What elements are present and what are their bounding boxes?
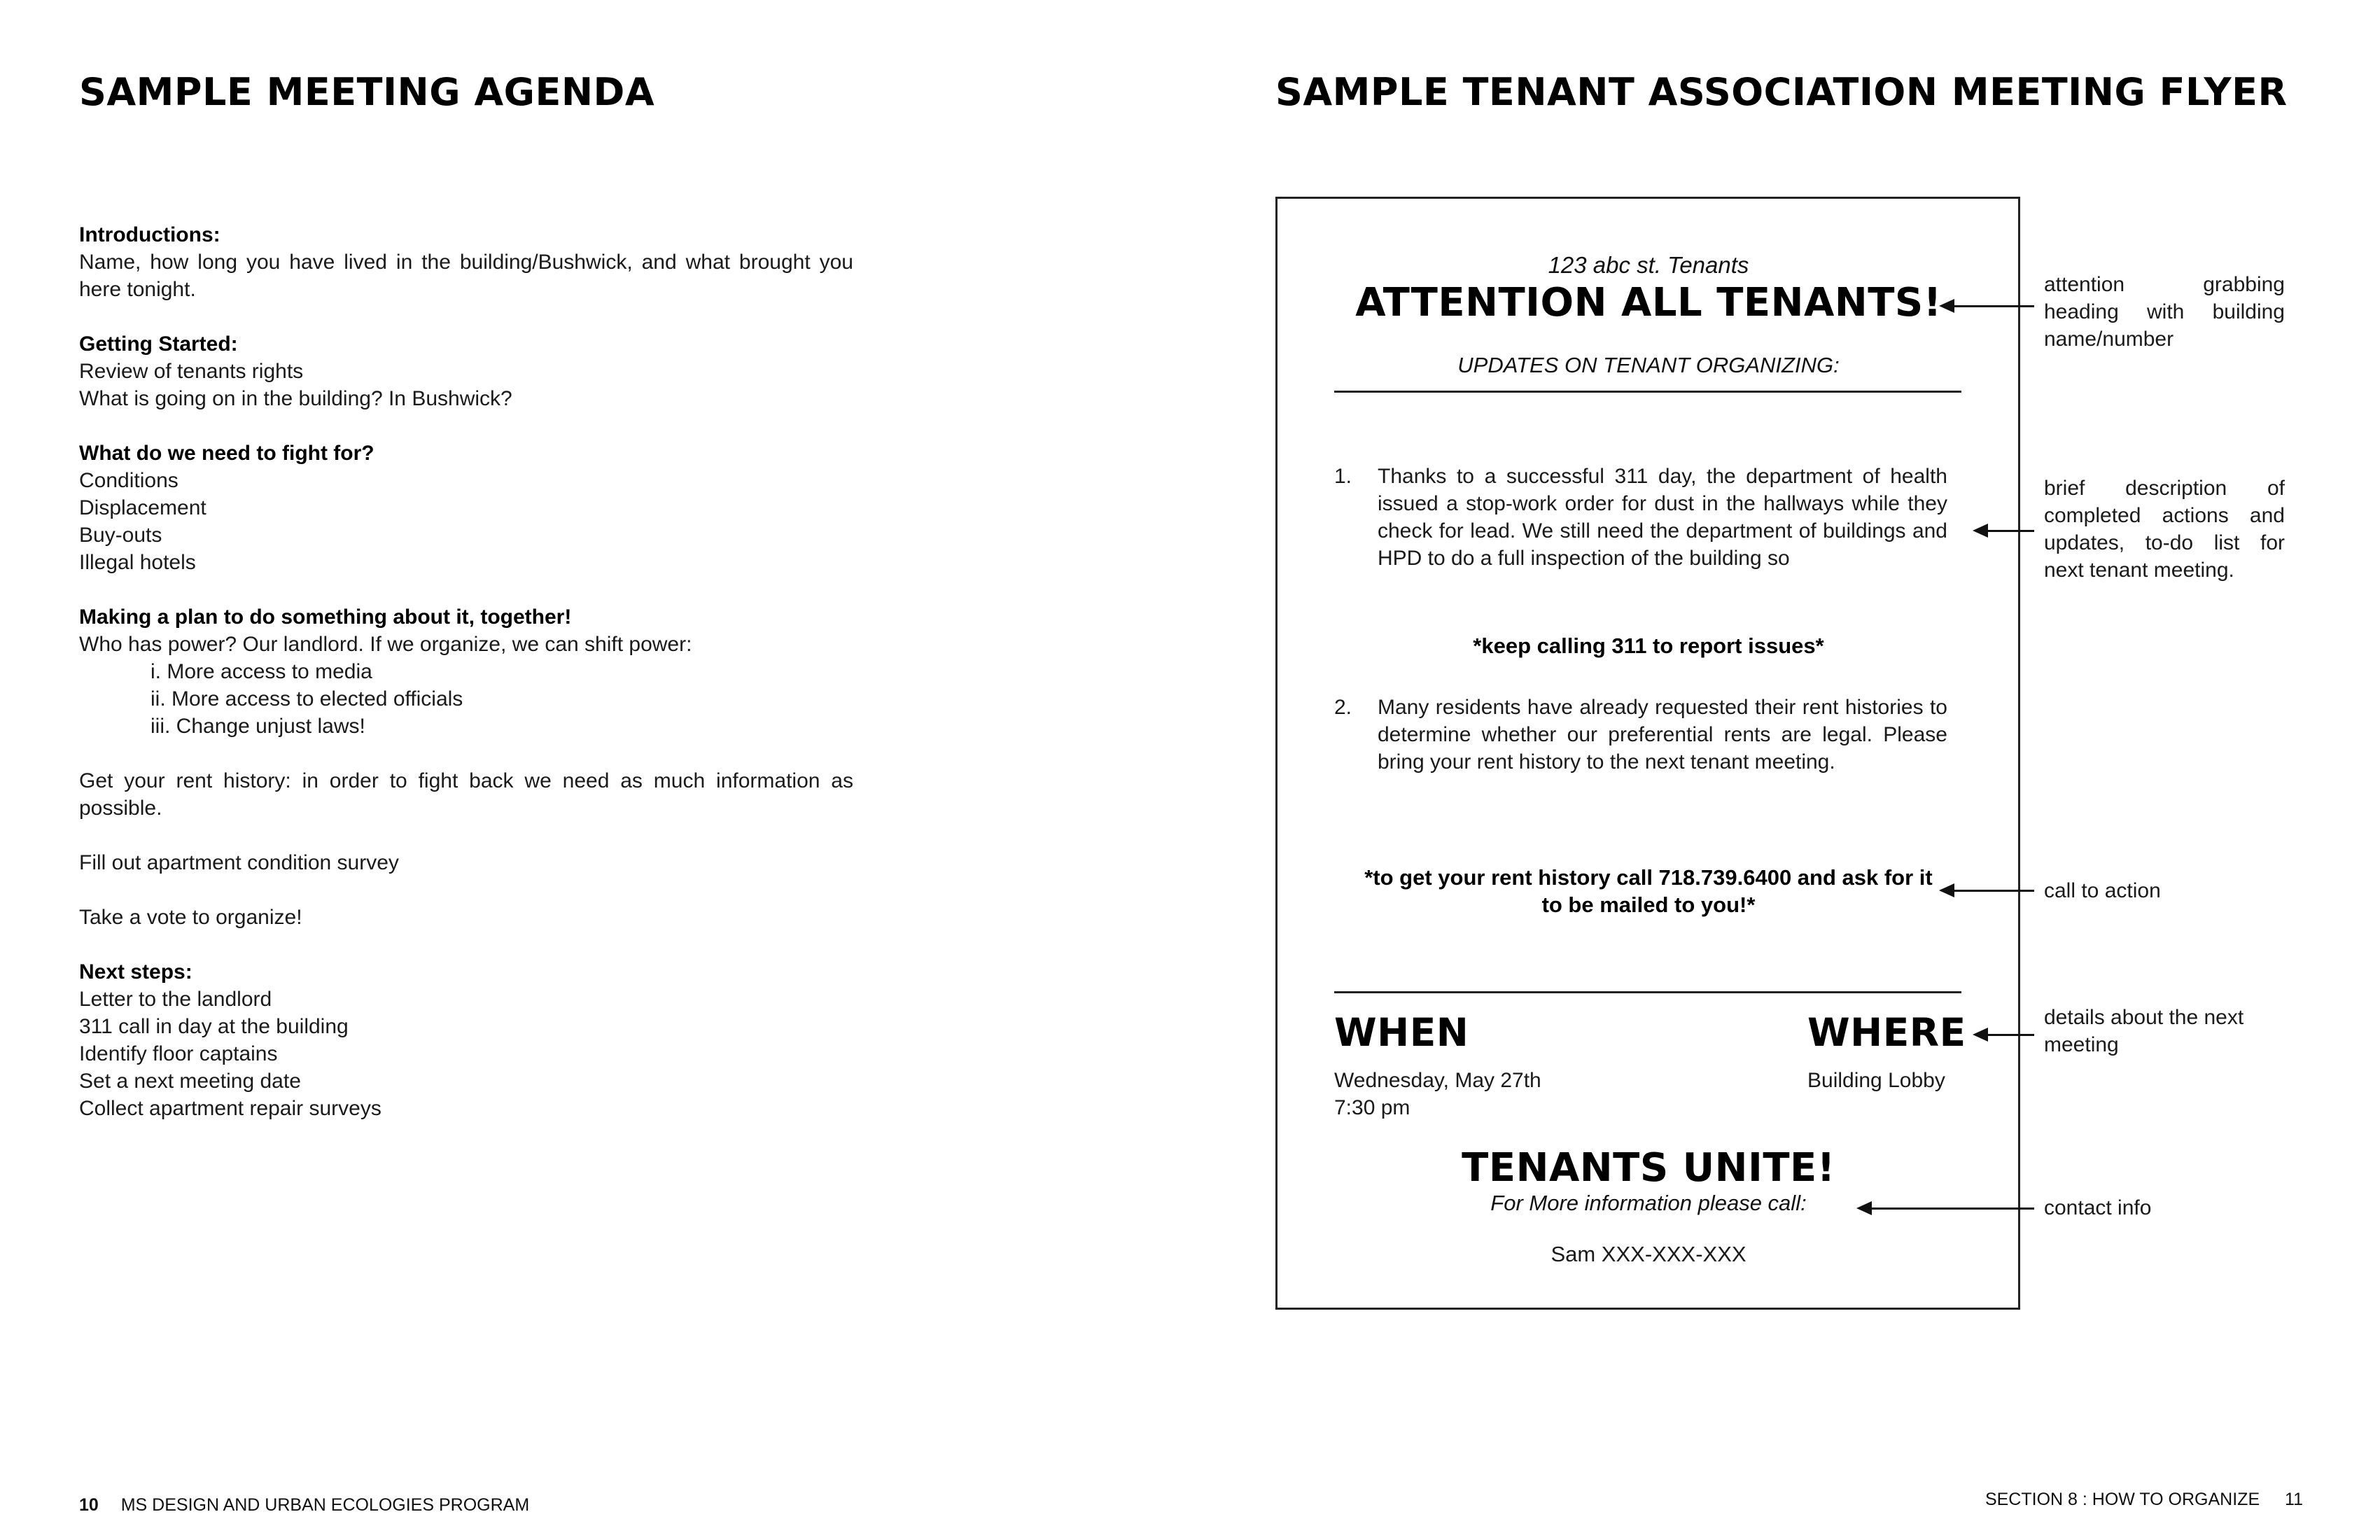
list-item: Displacement xyxy=(79,496,206,519)
section-name: SECTION 8 : HOW TO ORGANIZE xyxy=(1984,1490,2260,1509)
where-label: WHERE xyxy=(1807,1010,1966,1055)
annotation-description: brief description of completed actions and updates, to-do list for next tenant meeting. xyxy=(2044,477,2285,582)
list-item xyxy=(1334,694,1947,776)
flyer-subheading: UPDATES ON TENANT ORGANIZING: xyxy=(1457,353,1840,377)
list-item: iii. Change unjust laws! xyxy=(150,715,365,738)
arrow-line xyxy=(1988,1034,2034,1036)
annotation-contact: contact info xyxy=(2044,1196,2152,1219)
list-item: ii. More access to elected officials xyxy=(150,687,463,710)
when-date: Wednesday, May 27th xyxy=(1334,1069,1541,1092)
flyer-building: 123 abc st. Tenants xyxy=(1548,252,1749,278)
arrow-left-icon xyxy=(1973,524,1988,538)
list-item: Buy-outs xyxy=(79,524,162,547)
list-item: What is going on in the building? In Bushwick? xyxy=(79,387,512,410)
contact-text: Sam XXX-XXX-XXX xyxy=(1550,1242,1746,1266)
item-text: Thanks to a successful 311 day, the department of health issued a stop-work order for dust in the hallways while they check for lead. We still need the department of buildings and HPD to do a full inspection of the building so xyxy=(1378,465,1947,570)
arrow-left-icon xyxy=(1939,883,1954,897)
page-number: 11 xyxy=(2285,1490,2303,1509)
list-item: Illegal hotels xyxy=(79,551,196,574)
item-text: Many residents have already requested their rent histories to determine whether our preferential rents are legal. Please bring your rent history to the next tenant meeting. xyxy=(1378,696,1947,774)
list-item: Review of tenants rights xyxy=(79,360,304,383)
getting-started-heading: Getting Started: xyxy=(79,332,238,356)
section-plan xyxy=(79,603,853,740)
divider xyxy=(1334,391,1961,393)
list-item: Collect apartment repair surveys xyxy=(79,1097,382,1120)
when-time: 7:30 pm xyxy=(1334,1096,1410,1119)
survey-text: Fill out apartment condition survey xyxy=(79,851,399,874)
list-item: i. More access to media xyxy=(150,660,372,683)
where-place: Building Lobby xyxy=(1807,1069,1945,1092)
item-number: 2. xyxy=(1334,696,1352,719)
annotation-cta: call to action xyxy=(2044,879,2161,902)
list-item: Conditions xyxy=(79,469,178,492)
list-item: 311 call in day at the building xyxy=(79,1015,349,1038)
flyer-headline: ATTENTION ALL TENANTS! xyxy=(1355,280,1942,326)
fight-for-heading: What do we need to fight for? xyxy=(79,442,374,465)
arrow-line xyxy=(1954,305,2034,307)
section-next-steps xyxy=(79,958,853,1122)
keep-calling-callout: *keep calling 311 to report issues* xyxy=(1473,634,1824,658)
arrow-line xyxy=(1872,1208,2034,1210)
page-number: 10 xyxy=(79,1495,99,1515)
flyer-page-title: SAMPLE TENANT ASSOCIATION MEETING FLYER xyxy=(1275,70,2288,114)
section-introductions xyxy=(79,221,853,303)
closing-headline: TENANTS UNITE! xyxy=(1462,1145,1835,1191)
rent-history-text: Get your rent history: in order to fight back we need as much information as possible. xyxy=(79,769,853,820)
section-fight-for xyxy=(79,440,853,576)
introductions-text: Name, how long you have lived in the building/Bushwick, and what brought you here tonight. xyxy=(79,251,853,301)
agenda-title: SAMPLE MEETING AGENDA xyxy=(79,70,655,114)
more-info-text: For More information please call: xyxy=(1490,1191,1807,1215)
vote-text: Take a vote to organize! xyxy=(79,906,302,929)
call-to-action: *to get your rent history call 718.739.6400 and ask for it to be mailed to you!* xyxy=(1364,865,1933,917)
when-label: WHEN xyxy=(1334,1010,1469,1055)
arrow-line xyxy=(1988,530,2034,532)
arrow-left-icon xyxy=(1939,299,1954,313)
list-item xyxy=(1334,463,1947,572)
program-name: MS DESIGN AND URBAN ECOLOGIES PROGRAM xyxy=(120,1495,530,1515)
right-footer xyxy=(1985,1490,2303,1510)
list-item: Identify floor captains xyxy=(79,1042,278,1065)
agenda-body xyxy=(79,221,853,1149)
arrow-left-icon xyxy=(1973,1028,1988,1042)
item-number: 1. xyxy=(1334,465,1352,488)
left-footer xyxy=(79,1495,529,1516)
arrow-left-icon xyxy=(1856,1201,1872,1215)
introductions-heading: Introductions: xyxy=(79,223,220,246)
arrow-line xyxy=(1954,890,2034,892)
section-getting-started xyxy=(79,330,853,412)
plan-intro: Who has power? Our landlord. If we organize, we can shift power: xyxy=(79,633,692,656)
list-item: Set a next meeting date xyxy=(79,1070,301,1093)
annotation-heading: attention grabbing heading with building name/number xyxy=(2044,273,2285,351)
plan-heading: Making a plan to do something about it, together! xyxy=(79,606,572,629)
divider xyxy=(1334,991,1961,993)
next-steps-heading: Next steps: xyxy=(79,960,192,983)
list-item: Letter to the landlord xyxy=(79,988,272,1011)
annotation-details: details about the next meeting xyxy=(2044,1006,2244,1056)
